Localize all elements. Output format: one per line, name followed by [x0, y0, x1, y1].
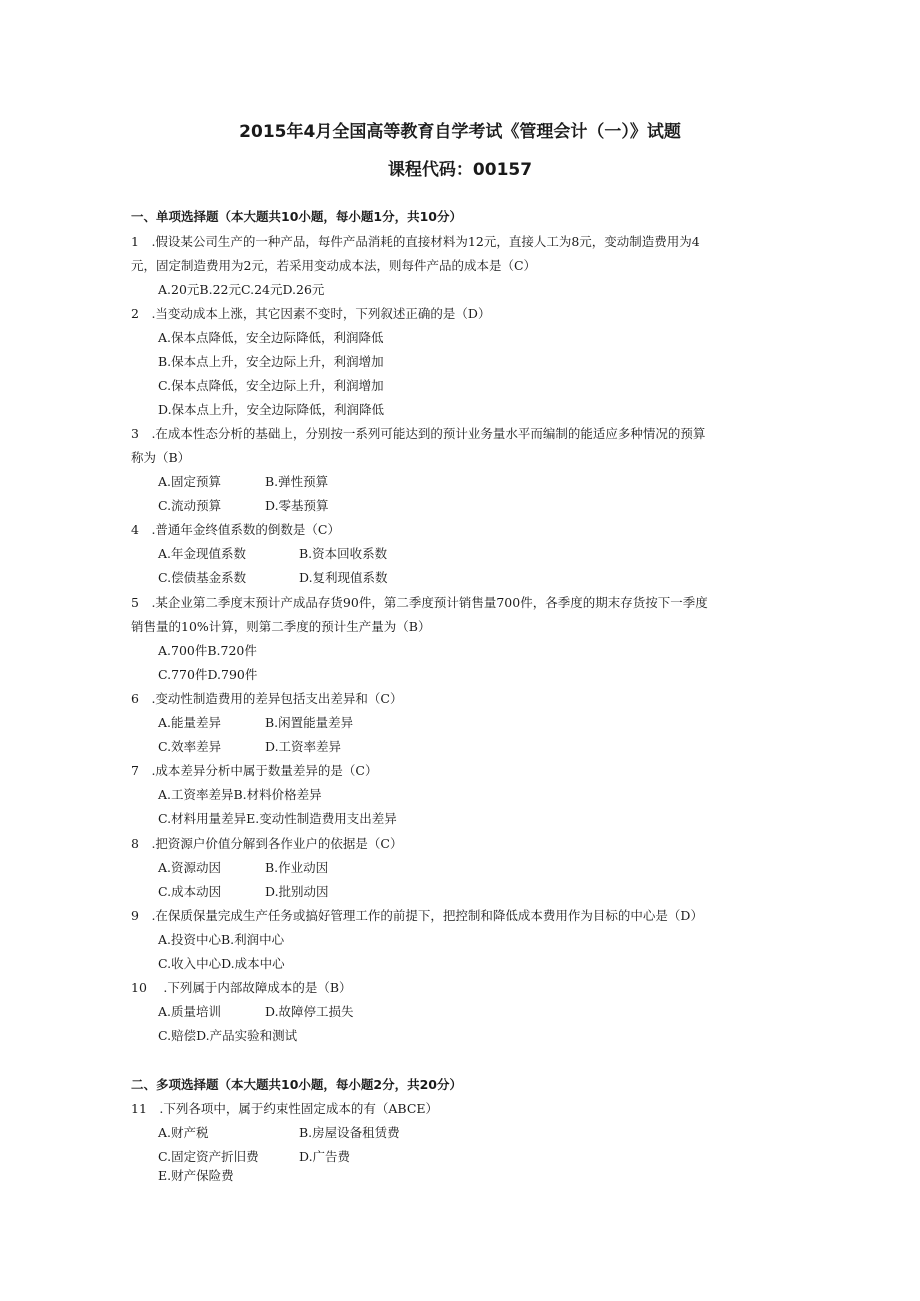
question-2-option-b: B.保本点上升，安全边际上升，利润增加 — [158, 354, 384, 369]
question-7-options-ab: A.工资率差异B.材料价格差异 — [158, 787, 322, 802]
question-7-options-cd: C.材料用量差异E.变动性制造费用支出差异 — [158, 811, 397, 826]
question-2: 2 .当变动成本上涨，其它因素不变时，下列叙述正确的是（D） — [131, 306, 491, 321]
question-9-options-ab: A.投资中心B.利润中心 — [158, 932, 285, 947]
question-8: 8 .把资源户价值分解到各作业户的依据是（C） — [131, 836, 403, 851]
question-8-option-b: B.作业动因 — [265, 860, 329, 875]
question-3-option-d: D.零基预算 — [265, 498, 329, 513]
section-heading-multiple-choice: 二、多项选择题（本大题共10小题，每小题2分，共20分） — [131, 1077, 462, 1092]
course-code: 课程代码：00157 — [387, 160, 533, 180]
question-11-option-c: C.固定资产折旧费 — [158, 1149, 259, 1164]
question-3-line2: 称为（B） — [131, 450, 191, 465]
question-2-option-d: D.保本点上升，安全边际降低，利润降低 — [158, 402, 385, 417]
question-10: 10 .下列属于内部故障成本的是（B） — [131, 980, 352, 995]
question-4-option-b: B.资本回收系数 — [299, 546, 388, 561]
question-6-option-d: D.工资率差异 — [265, 739, 342, 754]
question-1-line1: 1 .假设某公司生产的一种产品，每件产品消耗的直接材料为12元，直接人工为8元，变动制造费用为4 — [131, 234, 700, 249]
question-11-option-d: D.广告费 — [299, 1149, 351, 1164]
question-6-option-b: B.闲置能量差异 — [265, 715, 354, 730]
question-3-option-b: B.弹性预算 — [265, 474, 329, 489]
question-8-option-a: A.资源动因 — [158, 860, 222, 875]
question-10-option-a: A.质量培训 — [158, 1004, 222, 1019]
question-11-option-e: E.财产保险费 — [158, 1168, 234, 1183]
page-title: 2015年4月全国高等教育自学考试《管理会计（一）》试题 — [239, 122, 681, 142]
question-10-option-b: D.故障停工损失 — [265, 1004, 354, 1019]
section-heading-single-choice: 一、单项选择题（本大题共10小题，每小题1分，共10分） — [131, 209, 462, 224]
question-1-options: A.20元B.22元C.24元D.26元 — [158, 282, 325, 297]
question-2-option-c: C.保本点降低，安全边际上升，利润增加 — [158, 378, 384, 393]
question-5-line2: 销售量的10%计算，则第二季度的预计生产量为（B） — [131, 619, 431, 634]
question-9: 9 .在保质保量完成生产任务或搞好管理工作的前提下，把控制和降低成本费用作为目标的中心是（D） — [131, 908, 703, 923]
question-4: 4 .普通年金终值系数的倒数是（C） — [131, 522, 340, 537]
question-8-option-d: D.批别动因 — [265, 884, 329, 899]
question-4-option-c: C.偿债基金系数 — [158, 570, 247, 585]
question-10-options-cd: C.赔偿D.产品实验和测试 — [158, 1028, 298, 1043]
question-4-option-a: A.年金现值系数 — [158, 546, 247, 561]
question-3-option-c: C.流动预算 — [158, 498, 222, 513]
question-6-option-c: C.效率差异 — [158, 739, 222, 754]
question-11-option-a: A.财产税 — [158, 1125, 209, 1140]
question-9-options-cd: C.收入中心D.成本中心 — [158, 956, 285, 971]
question-6-option-a: A.能量差异 — [158, 715, 222, 730]
question-4-option-d: D.复利现值系数 — [299, 570, 388, 585]
question-7: 7 .成本差异分析中属于数量差异的是（C） — [131, 763, 378, 778]
question-3-option-a: A.固定预算 — [158, 474, 222, 489]
question-5-options-ab: A.700件B.720件 — [158, 643, 257, 658]
question-11: 11 .下列各项中，属于约束性固定成本的有（ABCE） — [131, 1101, 439, 1116]
question-5-line1: 5 .某企业第二季度末预计产成品存货90件，第二季度预计销售量700件，各季度的期末存货按下一季度 — [131, 595, 708, 610]
question-6: 6 .变动性制造费用的差异包括支出差异和（C） — [131, 691, 403, 706]
question-1-line2: 元，固定制造费用为2元，若采用变动成本法，则每件产品的成本是（C） — [131, 258, 537, 273]
question-5-options-cd: C.770件D.790件 — [158, 667, 258, 682]
question-3-line1: 3 .在成本性态分析的基础上，分别按一系列可能达到的预计业务量水平而编制的能适应多种情况的预算 — [131, 426, 706, 441]
question-11-option-b: B.房屋设备租赁费 — [299, 1125, 400, 1140]
question-2-option-a: A.保本点降低，安全边际降低，利润降低 — [158, 330, 384, 345]
question-8-option-c: C.成本动因 — [158, 884, 222, 899]
